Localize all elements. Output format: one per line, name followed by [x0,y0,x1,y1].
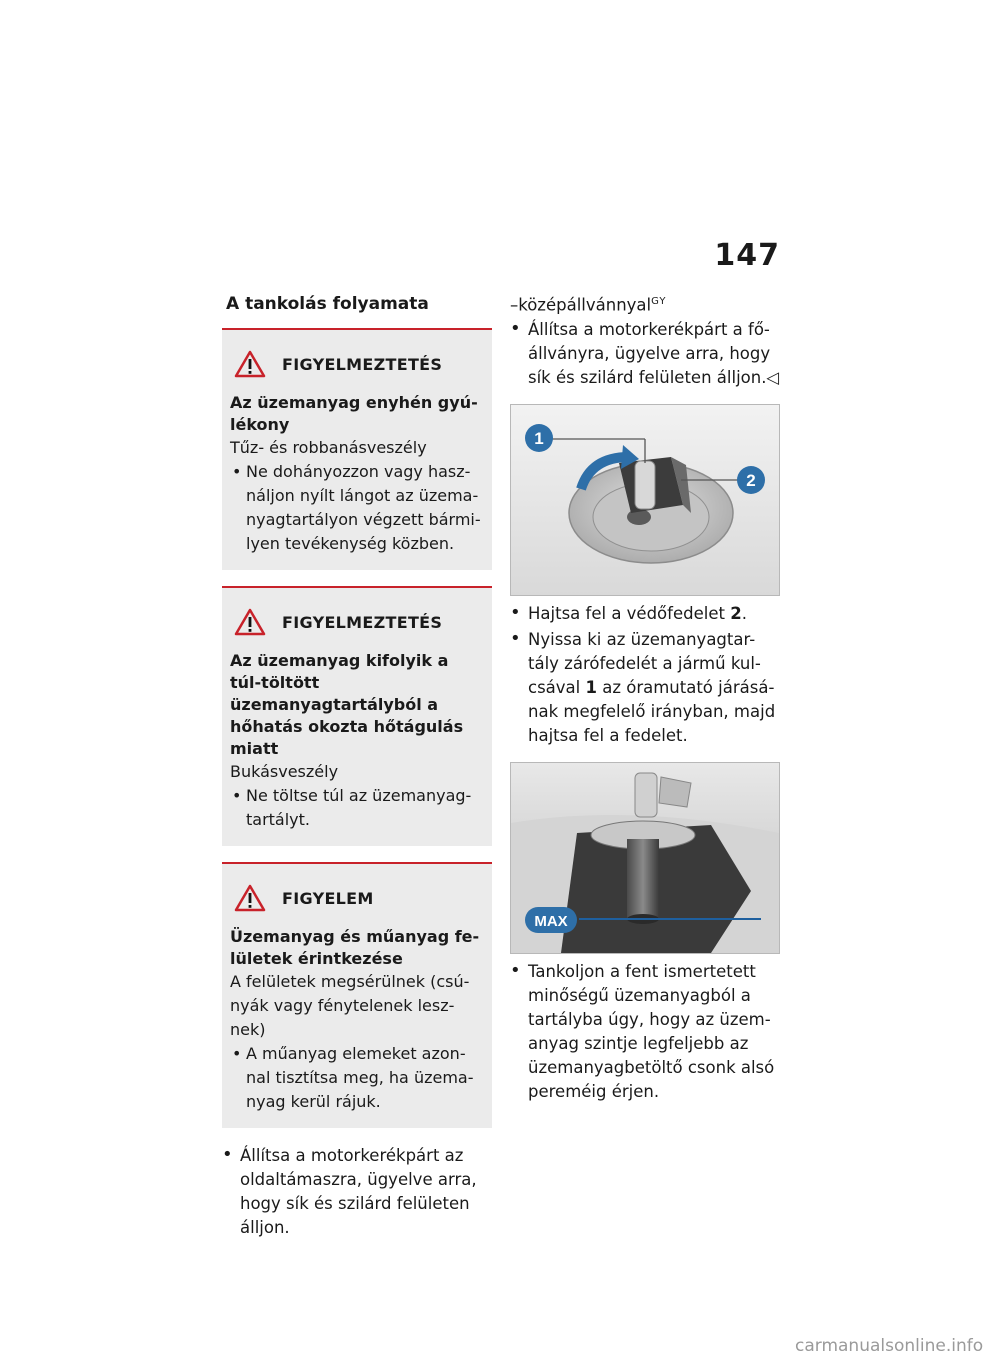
callout-2-label: 2 [746,470,756,490]
warning-label: FIGYELMEZTETÉS [282,354,443,374]
step-open-cap [510,628,780,748]
warning-box-1 [222,328,492,570]
warning-subtitle: Bukásveszély [230,762,339,781]
warning-bullet: • Ne töltse túl az üzemanyag-tartályt. [230,784,484,832]
warning-title: Az üzemanyag kifolyik a túl-töltött üzemanyagtartályból a hőhatás okozta hőtágulás miatt [230,651,464,758]
step-open-cap-end: az óramutató járásá-nak megfelelő irányban, majd hajtsa fel a fedelet. [528,677,776,745]
step-main-stand [510,318,780,390]
fuel-cap-illustration [511,405,779,595]
step-main-stand-text: Állítsa a motorkerékpárt a fő-állványra, ügyelve arra, hogy sík és szilárd felületen álljon. [528,319,771,387]
warning-label: FIGYELEM [282,888,374,908]
step-open-cover-end: . [741,603,747,623]
warning-header [230,608,484,636]
filler-neck-illustration [511,763,779,953]
figure-fuel-cap [510,404,780,596]
callout-1-label: 1 [534,428,544,448]
warning-subtitle: A felületek megsérülnek (csú-nyák vagy fénytelenek lesz-nek) [230,972,470,1039]
left-column [222,290,492,1242]
watermark: carmanualsonline.info [795,1336,983,1356]
step-open-cap-text: Nyissa ki az üzemanyagtar-tály zárófedelét a jármű kul-csával [528,629,761,697]
figure-filler-neck [510,762,780,954]
step-refuel: • Tankoljon a fent ismertetett minőségű üzemanyagból a tartályba úgy, hogy az üzem-anyag szintje legfeljebb az üzemanyagbetöltő csonk alsó pereméig érjen. [510,960,780,1104]
warning-bullet: • A műanyag elemeket azon-nal tisztítsa meg, ha üzema-nyag kerül rájuk. [230,1042,484,1114]
page-number: 147 [714,238,780,273]
ref-number: 1 [585,677,597,697]
warning-label: FIGYELMEZTETÉS [282,612,443,632]
warning-header [230,884,484,912]
warning-subtitle: Tűz- és robbanásveszély [230,438,427,457]
warning-bullet: • Ne dohányozzon vagy hasz-náljon nyílt lángot az üzema-nyagtartályon végzett bármi-lyen tevékenység közben. [230,460,484,556]
step-open-cover-text: Hajtsa fel a védőfedelet [528,603,731,623]
ref-number: 2 [730,603,742,623]
warning-triangle-icon [234,608,266,636]
warning-title: Üzemanyag és műanyag fe-lületek érintkezése [230,927,480,968]
warning-triangle-icon [234,884,266,912]
max-label: MAX [534,912,568,930]
center-stand-text: –középállvánnyal [510,295,652,315]
caution-box [222,862,492,1128]
center-stand-line [510,290,780,318]
step-side-stand: • Állítsa a motorkerékpárt az oldaltámaszra, ügyelve arra, hogy sík és szilárd felületen álljon. [222,1144,492,1240]
end-mark-icon: ◁ [766,367,780,387]
warning-title: Az üzemanyag enyhén gyú-lékony [230,393,478,434]
right-column [510,290,780,1106]
warning-triangle-icon [234,350,266,378]
step-open-cover [510,602,780,626]
warning-box-2 [222,586,492,846]
warning-header [230,350,484,378]
section-title: A tankolás folyamata [226,294,429,314]
center-stand-superscript: GY [651,296,667,307]
